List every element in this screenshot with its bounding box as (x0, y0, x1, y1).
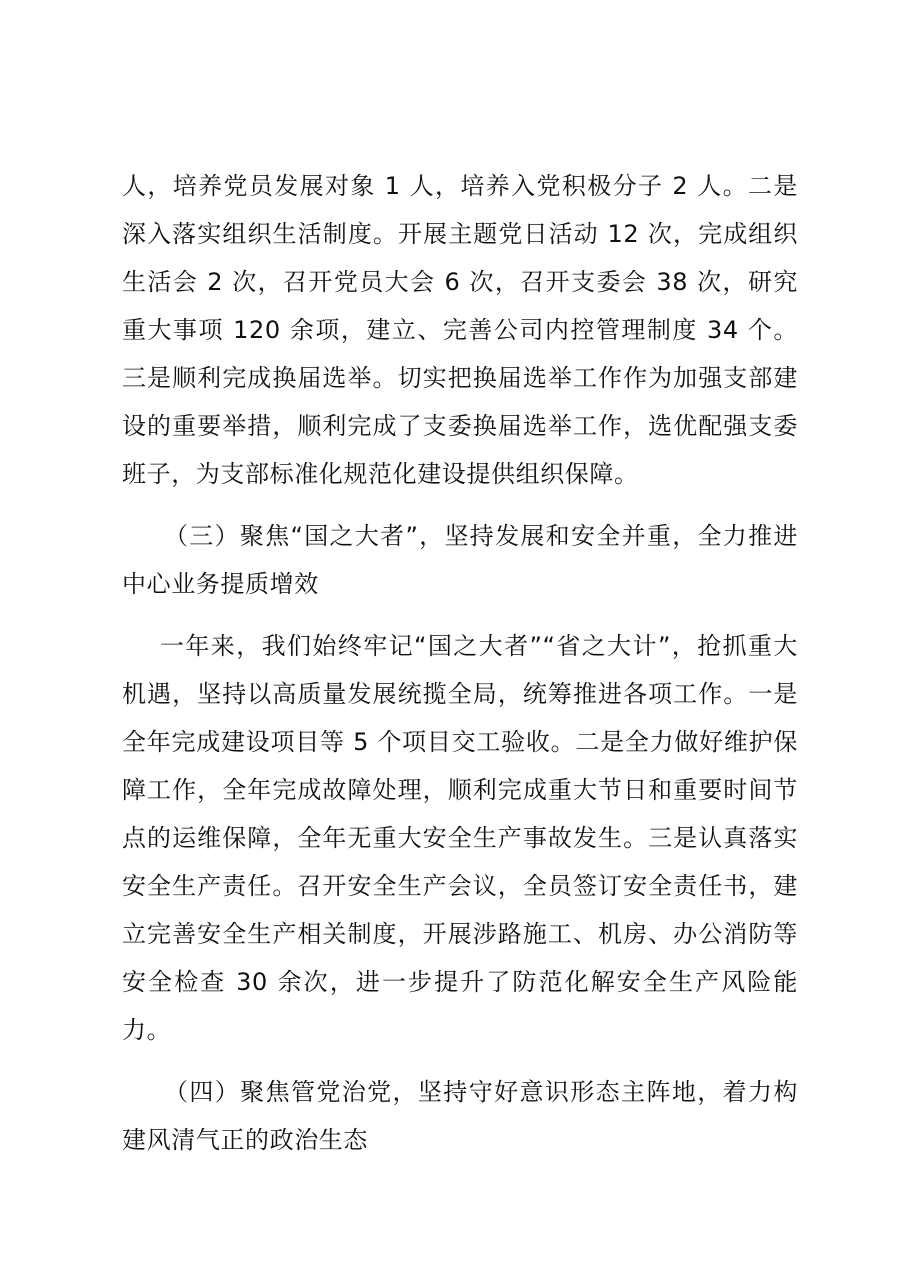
section-heading-4: （四）聚焦管党治党，坚持守好意识形态主阵地，着力构建风清气正的政治生态 (122, 1078, 798, 1154)
paragraph-core-business: 一年来，我们始终牢记“国之大者”“省之大计”，抢抓重大机遇，坚持以高质量发展统揽全局，统筹推进各项工作。一是全年完成建设项目等 5 个项目交工验收。二是全力做好维护保障工作，全年完成故障处理，顺利完成重大节日和重要时间节点的运维保障，全年无重大安全生产事故发生。三是认真落实安全生产责任。召开安全生产会议，全员签订安全责任书，建立完善安全生产相关制度，开展涉路施工、机房、办公消防等安全检查 30 余次，进一步提升了防范化解安全生产风险能力。 (122, 632, 798, 1044)
document-body (122, 162, 798, 1178)
section-heading-3: （三）聚焦“国之大者”，坚持发展和安全并重，全力推进中心业务提质增效 (122, 522, 798, 598)
paragraph-party-building-continuation: 人，培养党员发展对象 1 人，培养入党积极分子 2 人。二是深入落实组织生活制度。开展主题党日活动 12 次，完成组织生活会 2 次，召开党员大会 6 次，召开支委会 38 次，研究重大事项 120 余项，建立、完善公司内控管理制度 34 个。三是顺利完成换届选举。切实把换届选举工作作为加强支部建设的重要举措，顺利完成了支委换届选举工作，选优配强支委班子，为支部标准化规范化建设提供组织保障。 (122, 172, 798, 488)
